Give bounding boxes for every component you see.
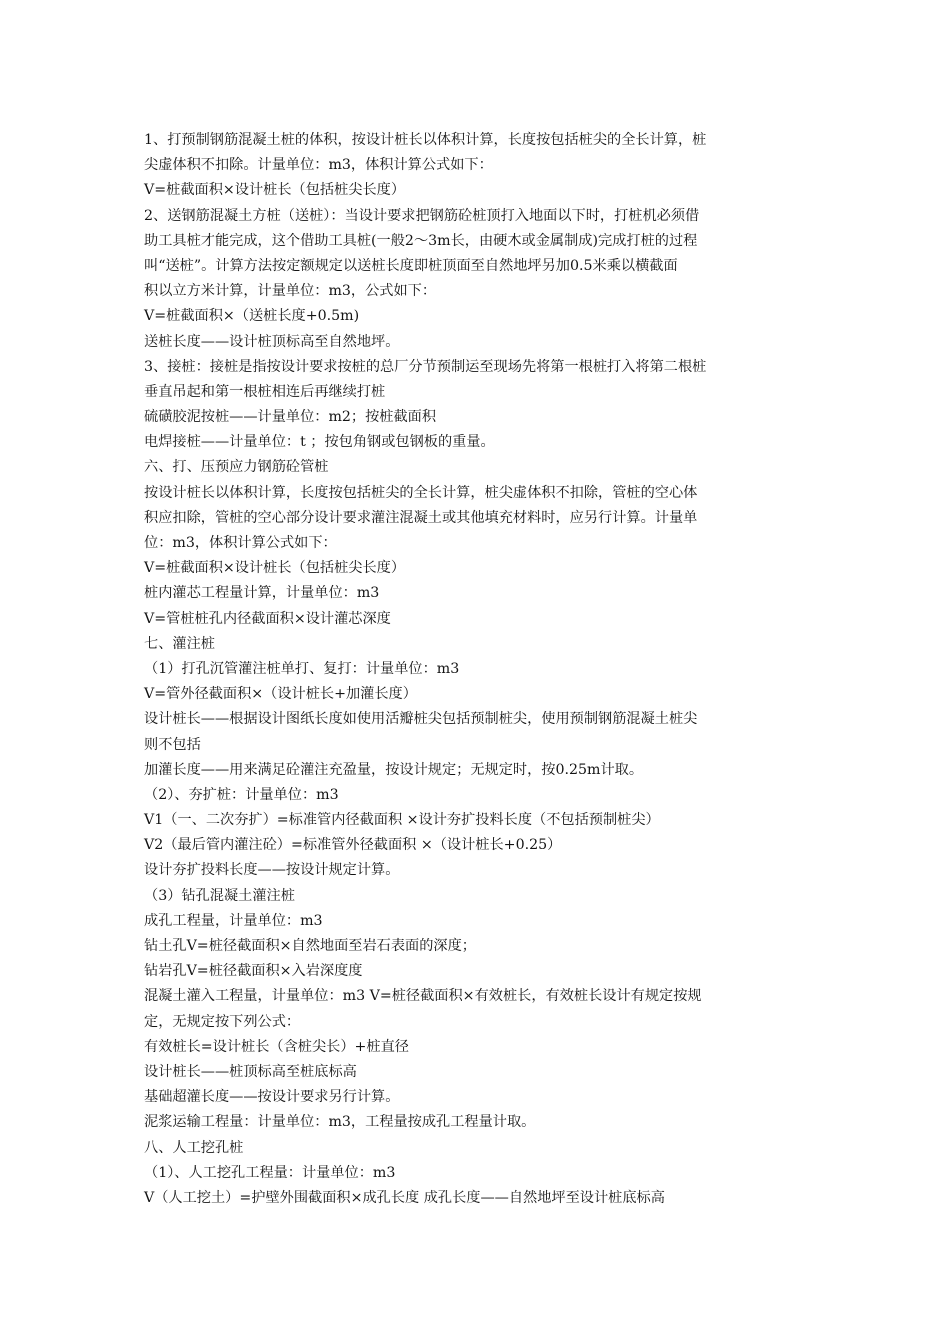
text-line: 2、送钢筋混凝土方桩（送桩）：当设计要求把钢筋砼桩顶打入地面以下时，打桩机必须借 (144, 207, 700, 224)
text-line: 积以立方米计算，计量单位：m3，公式如下： (144, 283, 437, 300)
text-line: 设计桩长——根据设计图纸长度如使用活瓣桩尖包括预制桩尖，使用预制钢筋混凝土桩尖 (144, 711, 698, 728)
text-line: V=桩截面积×设计桩长（包括桩尖长度） (144, 560, 406, 577)
text-line: 桩内灌芯工程量计算，计量单位：m3 (144, 585, 380, 602)
text-line: 按设计桩长以体积计算，长度按包括桩尖的全长计算，桩尖虚体积不扣除，管桩的空心体 (144, 484, 698, 501)
text-line: 电焊接桩——计量单位：t ；按包角钢或包钢板的重量。 (144, 434, 495, 451)
text-line: 送桩长度——设计桩顶标高至自然地坪。 (144, 333, 400, 350)
text-line: 加灌长度——用来满足砼灌注充盈量，按设计规定；无规定时，按0.25m计取。 (144, 761, 644, 778)
text-line: V=管外径截面积×（设计桩长+加灌长度） (144, 686, 417, 703)
text-line: 助工具桩才能完成，这个借助工具桩(一般2～3m长，由硬木或金属制成)完成打桩的过程 (144, 232, 698, 249)
section-heading: 八、人工挖孔桩 (144, 1139, 244, 1156)
text-line: （1）打孔沉管灌注桩单打、复打：计量单位：m3 (144, 660, 460, 677)
text-line: 混凝土灌入工程量，计量单位：m3 V=桩径截面积×有效桩长，有效桩长设计有规定按规 (144, 988, 702, 1005)
text-line: V2（最后管内灌注砼）=标准管外径截面积 ×（设计桩长+0.25） (144, 837, 562, 854)
text-line: 基础超灌长度——按设计要求另行计算。 (144, 1089, 400, 1106)
text-line: 尖虚体积不扣除。计量单位：m3，体积计算公式如下： (144, 157, 493, 174)
section-heading: 六、打、压预应力钢筋砼管桩 (144, 459, 329, 476)
text-line: 则不包括 (144, 736, 201, 753)
text-line: 设计桩长——桩顶标高至桩底标高 (144, 1063, 357, 1080)
document-body (144, 128, 808, 1211)
text-line: V=桩截面积×（送桩长度+0.5m) (144, 308, 360, 325)
text-line: 设计夯扩投料长度——按设计规定计算。 (144, 862, 400, 879)
text-line: V=桩截面积×设计桩长（包括桩尖长度） (144, 182, 406, 199)
text-line: 成孔工程量，计量单位：m3 (144, 912, 323, 929)
text-line: 泥浆运输工程量：计量单位：m3，工程量按成孔工程量计取。 (144, 1114, 536, 1131)
text-line: 定，无规定按下列公式： (144, 1013, 301, 1030)
text-line: 垂直吊起和第一根桩相连后再继续打桩 (144, 383, 386, 400)
text-line: 积应扣除，管桩的空心部分设计要求灌注混凝土或其他填充材料时，应另行计算。计量单 (144, 509, 698, 526)
text-line: 1、打预制钢筋混凝土桩的体积，按设计桩长以体积计算，长度按包括桩尖的全长计算，桩 (144, 132, 707, 148)
text-line: V（人工挖土）=护壁外围截面积×成孔长度 成孔长度——自然地坪至设计桩底标高 (144, 1189, 665, 1206)
text-line: 有效桩长=设计桩长（含桩尖长）+桩直径 (144, 1038, 409, 1055)
section-heading: 七、灌注桩 (144, 635, 215, 652)
text-line: V=管桩桩孔内径截面积×设计灌芯深度 (144, 610, 391, 627)
text-line: （1）、人工挖孔工程量：计量单位：m3 (144, 1164, 396, 1181)
text-line: 钻土孔V=桩径截面积×自然地面至岩石表面的深度； (144, 938, 476, 954)
text-line: 钻岩孔V=桩径截面积×入岩深度度 (144, 963, 363, 980)
text-line: 3、接桩：接桩是指按设计要求按桩的总厂分节预制运至现场先将第一根桩打入将第二根桩 (144, 358, 707, 375)
text-line: 叫“送桩”。计算方法按定额规定以送桩长度即桩顶面至自然地坪另加0.5米乘以横截面 (144, 257, 678, 274)
text-line: 硫磺胶泥按桩——计量单位：m2；按桩截面积 (144, 409, 437, 426)
text-line: （2）、夯扩桩：计量单位：m3 (144, 786, 339, 803)
text-line: 位：m3，体积计算公式如下： (144, 535, 337, 551)
text-line: V1（一、二次夯扩）=标准管内径截面积 ×设计夯扩投料长度（不包括预制桩尖） (144, 812, 660, 829)
text-line: （3）钻孔混凝土灌注桩 (144, 887, 295, 904)
